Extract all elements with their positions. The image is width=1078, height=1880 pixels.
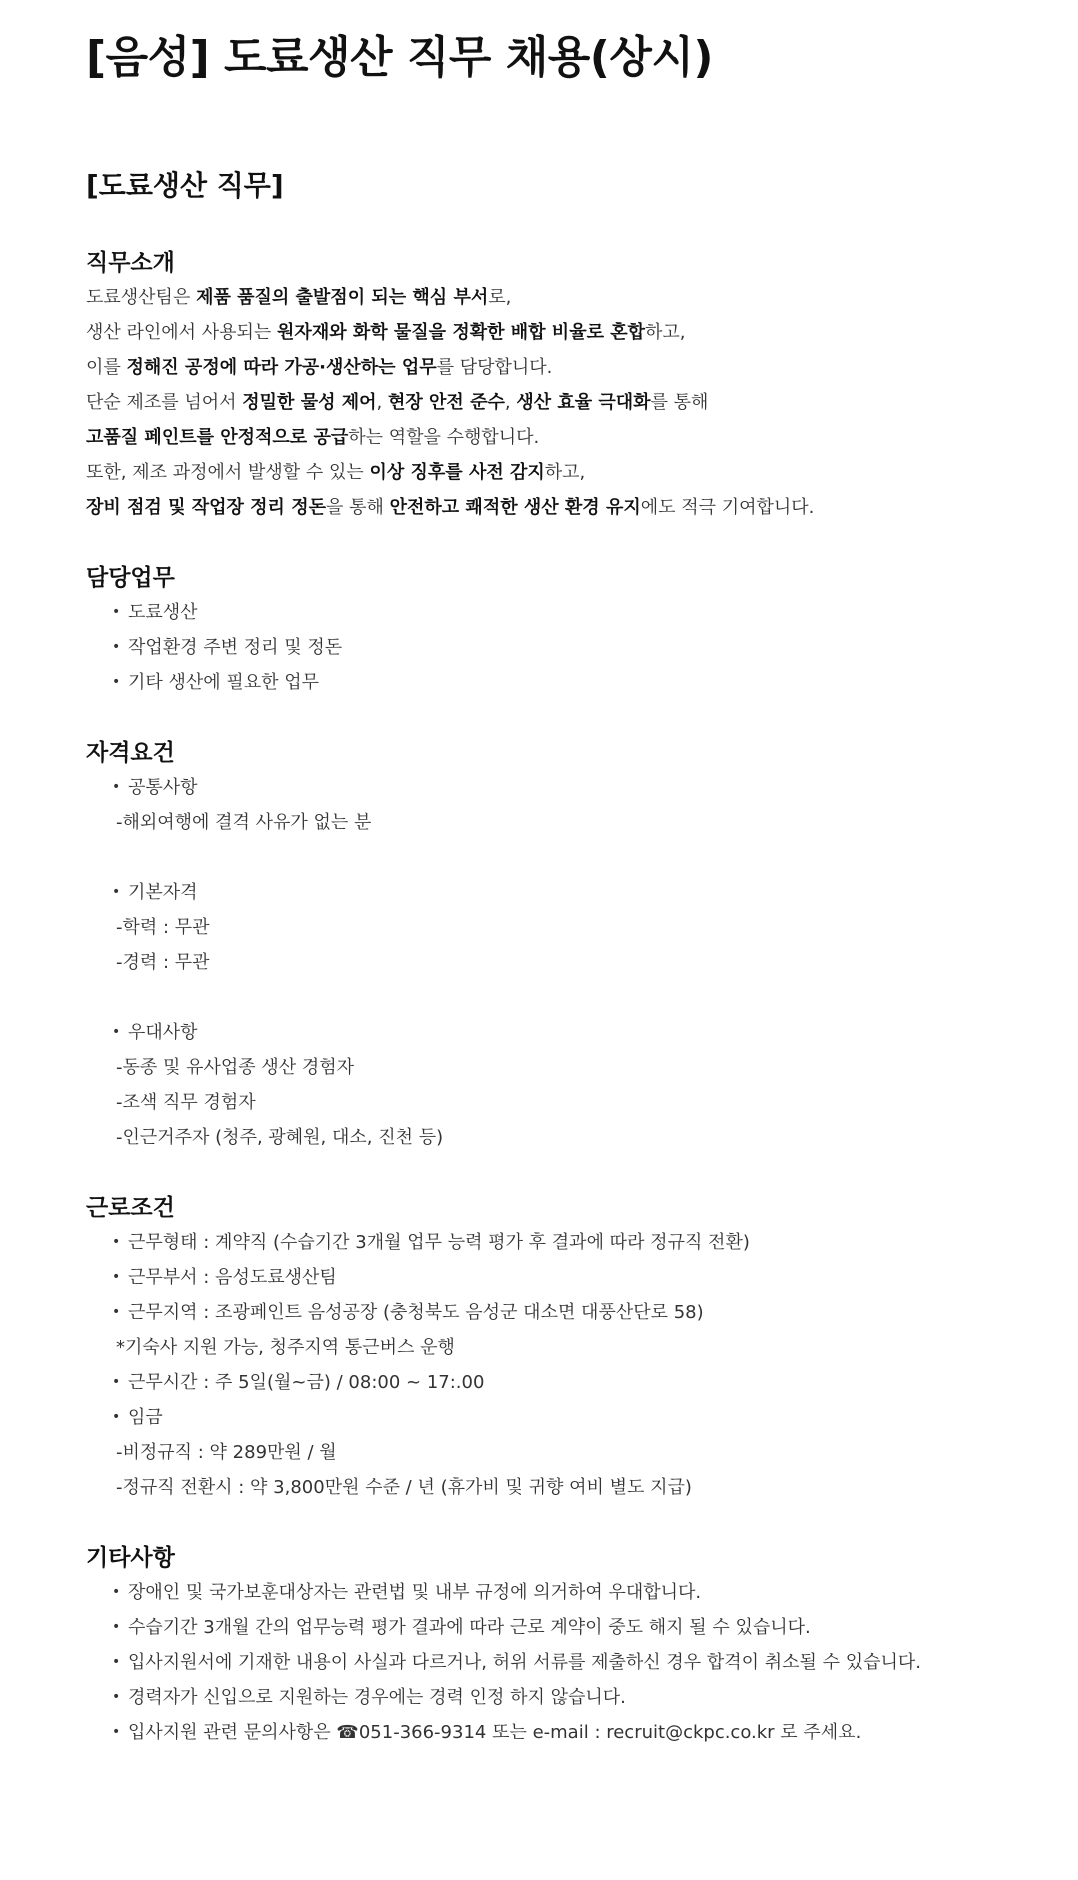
qualification-detail: -경력 : 무관 [116, 952, 210, 973]
intro-bold-text: 원자재와 화학 물질을 정확한 배합 비율로 혼합 [277, 322, 646, 343]
condition-group [86, 1400, 1058, 1435]
qualification-group [86, 770, 1058, 805]
qualification-detail: -조색 직무 경험자 [116, 1092, 256, 1113]
intro-text-segment: , [504, 392, 517, 413]
spacer [86, 980, 1058, 1015]
job-heading: [도료생산 직무] [86, 169, 284, 202]
intro-line [86, 385, 1058, 420]
intro-text-segment: 또한, 제조 과정에서 발생할 수 있는 [86, 462, 370, 483]
intro-bold-text: 고품질 페인트를 안정적으로 공급 [86, 427, 349, 448]
intro-line [86, 490, 1058, 525]
intro-bold-text: 현장 안전 준수 [387, 392, 505, 413]
intro-bold-text: 정밀한 물성 제어 [242, 392, 377, 413]
etc-item: • 장애인 및 국가보훈대상자는 관련법 및 내부 규정에 의거하여 우대합니다. [114, 1575, 1058, 1610]
intro-text-segment: 를 담당합니다. [436, 357, 553, 378]
qualification-group [86, 1015, 1058, 1050]
qualification-label: • 기본자격 [114, 875, 1058, 910]
duties-list [86, 595, 1058, 700]
intro-bold-text: 장비 점검 및 작업장 정리 정돈 [86, 497, 326, 518]
intro-text-segment: 로, [488, 287, 512, 308]
duty-item: • 작업환경 주변 정리 및 정돈 [114, 630, 1058, 665]
intro-text-segment: 하는 역할을 수행합니다. [348, 427, 540, 448]
intro-bold-text: 안전하고 쾌적한 생산 환경 유지 [389, 497, 641, 518]
qualification-detail: -동종 및 유사업종 생산 경험자 [116, 1057, 355, 1078]
duty-item: • 도료생산 [114, 595, 1058, 630]
page-title: [음성] 도료생산 직무 채용(상시) [86, 32, 713, 83]
etc-heading: 기타사항 [86, 1545, 175, 1571]
duties-section [86, 561, 1058, 700]
qualification-detail: -인근거주자 (청주, 광혜원, 대소, 진천 등) [116, 1127, 444, 1148]
etc-item: • 경력자가 신입으로 지원하는 경우에는 경력 인정 하지 않습니다. [114, 1680, 1058, 1715]
intro-text-segment: 에도 적극 기여합니다. [640, 497, 815, 518]
qualification-label: • 우대사항 [114, 1015, 1058, 1050]
conditions-heading: 근로조건 [86, 1195, 175, 1221]
qualification-detail: -해외여행에 결격 사유가 없는 분 [116, 812, 372, 833]
intro-text-segment: 를 통해 [650, 392, 709, 413]
intro-text-segment: 생산 라인에서 사용되는 [86, 322, 278, 343]
condition-item: • 근무지역 : 조광페인트 음성공장 (충청북도 음성군 대소면 대풍산단로 58) [114, 1295, 1058, 1330]
etc-item: • 수습기간 3개월 간의 업무능력 평가 결과에 따라 근로 계약이 중도 해지 될 수 있습니다. [114, 1610, 1058, 1645]
intro-text-segment: , [376, 392, 388, 413]
intro-line [86, 455, 1058, 490]
condition-item: • 임금 [114, 1400, 1058, 1435]
condition-item: • 근무시간 : 주 5일(월~금) / 08:00 ~ 17:.00 [114, 1365, 1058, 1400]
intro-line [86, 350, 1058, 385]
intro-section [86, 246, 1058, 525]
intro-text-segment: 도료생산팀은 [86, 287, 197, 308]
intro-line [86, 280, 1058, 315]
condition-group [86, 1365, 1058, 1400]
intro-text-segment: 하고, [544, 462, 586, 483]
duties-heading: 담당업무 [86, 565, 175, 591]
intro-text-segment: 단순 제조를 넘어서 [86, 392, 243, 413]
conditions-section [86, 1191, 1058, 1505]
intro-heading: 직무소개 [86, 250, 175, 276]
intro-text [86, 280, 1058, 525]
etc-item: • 입사지원서에 기재한 내용이 사실과 다르거나, 허위 서류를 제출하신 경우 합격이 취소될 수 있습니다. [114, 1645, 1058, 1680]
conditions-list [86, 1225, 1058, 1505]
intro-bold-text: 생산 효율 극대화 [516, 392, 651, 413]
condition-detail: *기숙사 지원 가능, 청주지역 통근버스 운행 [116, 1337, 455, 1358]
condition-group [86, 1225, 1058, 1260]
intro-text-segment: 을 통해 [326, 497, 390, 518]
intro-line [86, 315, 1058, 350]
condition-group [86, 1260, 1058, 1295]
intro-bold-text: 제품 품질의 출발점이 되는 핵심 부서 [196, 287, 489, 308]
intro-bold-text: 정해진 공정에 따라 가공·생산하는 업무 [126, 357, 437, 378]
qualification-detail: -학력 : 무관 [116, 917, 210, 938]
condition-item: • 근무부서 : 음성도료생산팀 [114, 1260, 1058, 1295]
etc-item: • 입사지원 관련 문의사항은 ☎051-366-9314 또는 e-mail : recruit@ckpc.co.kr 로 주세요. [114, 1715, 1058, 1750]
intro-text-segment: 하고, [645, 322, 686, 343]
spacer [86, 840, 1058, 875]
intro-text-segment: 이를 [86, 357, 127, 378]
qualifications-list [86, 770, 1058, 1155]
condition-detail: -비정규직 : 약 289만원 / 월 [116, 1442, 337, 1463]
etc-list [86, 1575, 1058, 1750]
condition-item: • 근무형태 : 계약직 (수습기간 3개월 업무 능력 평가 후 결과에 따라 정규직 전환) [114, 1225, 1058, 1260]
qualification-label: • 공통사항 [114, 770, 1058, 805]
qualifications-section [86, 736, 1058, 1155]
duty-item: • 기타 생산에 필요한 업무 [114, 665, 1058, 700]
condition-detail: -정규직 전환시 : 약 3,800만원 수준 / 년 (휴가비 및 귀향 여비 별도 지급) [116, 1477, 692, 1498]
etc-section [86, 1541, 1058, 1750]
qualifications-heading: 자격요건 [86, 740, 175, 766]
qualification-group [86, 875, 1058, 910]
condition-group [86, 1295, 1058, 1330]
intro-bold-text: 이상 징후를 사전 감지 [369, 462, 545, 483]
intro-line [86, 420, 1058, 455]
